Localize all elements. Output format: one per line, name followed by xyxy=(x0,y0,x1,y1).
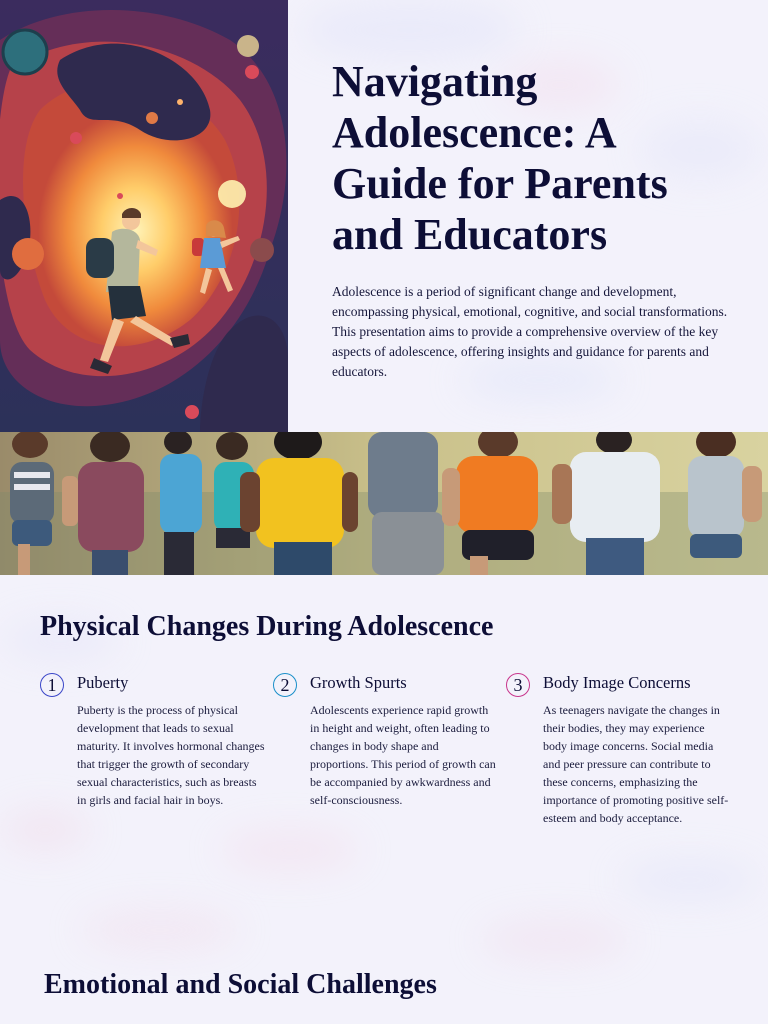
item-body: Puberty is the process of physical development that leads to sexual maturity. It involves hormonal changes that trigger the growth of secondary sexual characteristics, such as breasts in girls and facial hair in boys. xyxy=(77,703,265,807)
hero-description: Adolescence is a period of significant change and development, encompassing physical, emotional, cognitive, and social transformations. This presentation aims to provide a comprehensive overview of the key aspects of adolescence, offering insights and guidance for parents and educators. xyxy=(332,284,728,379)
step-number-badge: 2 xyxy=(273,673,297,697)
section-heading: Emotional and Social Challenges xyxy=(44,969,437,1000)
physical-changes-section xyxy=(0,575,768,865)
hero-text-block xyxy=(332,56,732,396)
hero-illustration xyxy=(0,0,288,432)
section-heading: Physical Changes During Adolescence xyxy=(40,611,494,642)
item-title: Puberty xyxy=(77,673,129,692)
item-title: Growth Spurts xyxy=(310,673,407,692)
emotional-social-section xyxy=(0,865,768,1024)
step-number-badge: 3 xyxy=(506,673,530,697)
page-title: Navigating Adolescence: A Guide for Parents and Educators xyxy=(332,57,668,259)
item-title: Body Image Concerns xyxy=(543,673,691,692)
item-body: Adolescents experience rapid growth in height and weight, often leading to changes in body shape and proportions. This period of growth can be accompanied by awkwardness and self-consciousness. xyxy=(310,703,496,807)
step-number-badge: 1 xyxy=(40,673,64,697)
hero-section xyxy=(0,0,768,432)
item-body: As teenagers navigate the changes in their bodies, they may experience body image concerns. Social media and peer pressure can contribute to these concerns, emphasizing the importance of promoting positive self-esteem and body acceptance. xyxy=(543,703,729,825)
running-teens-photo xyxy=(0,432,768,575)
